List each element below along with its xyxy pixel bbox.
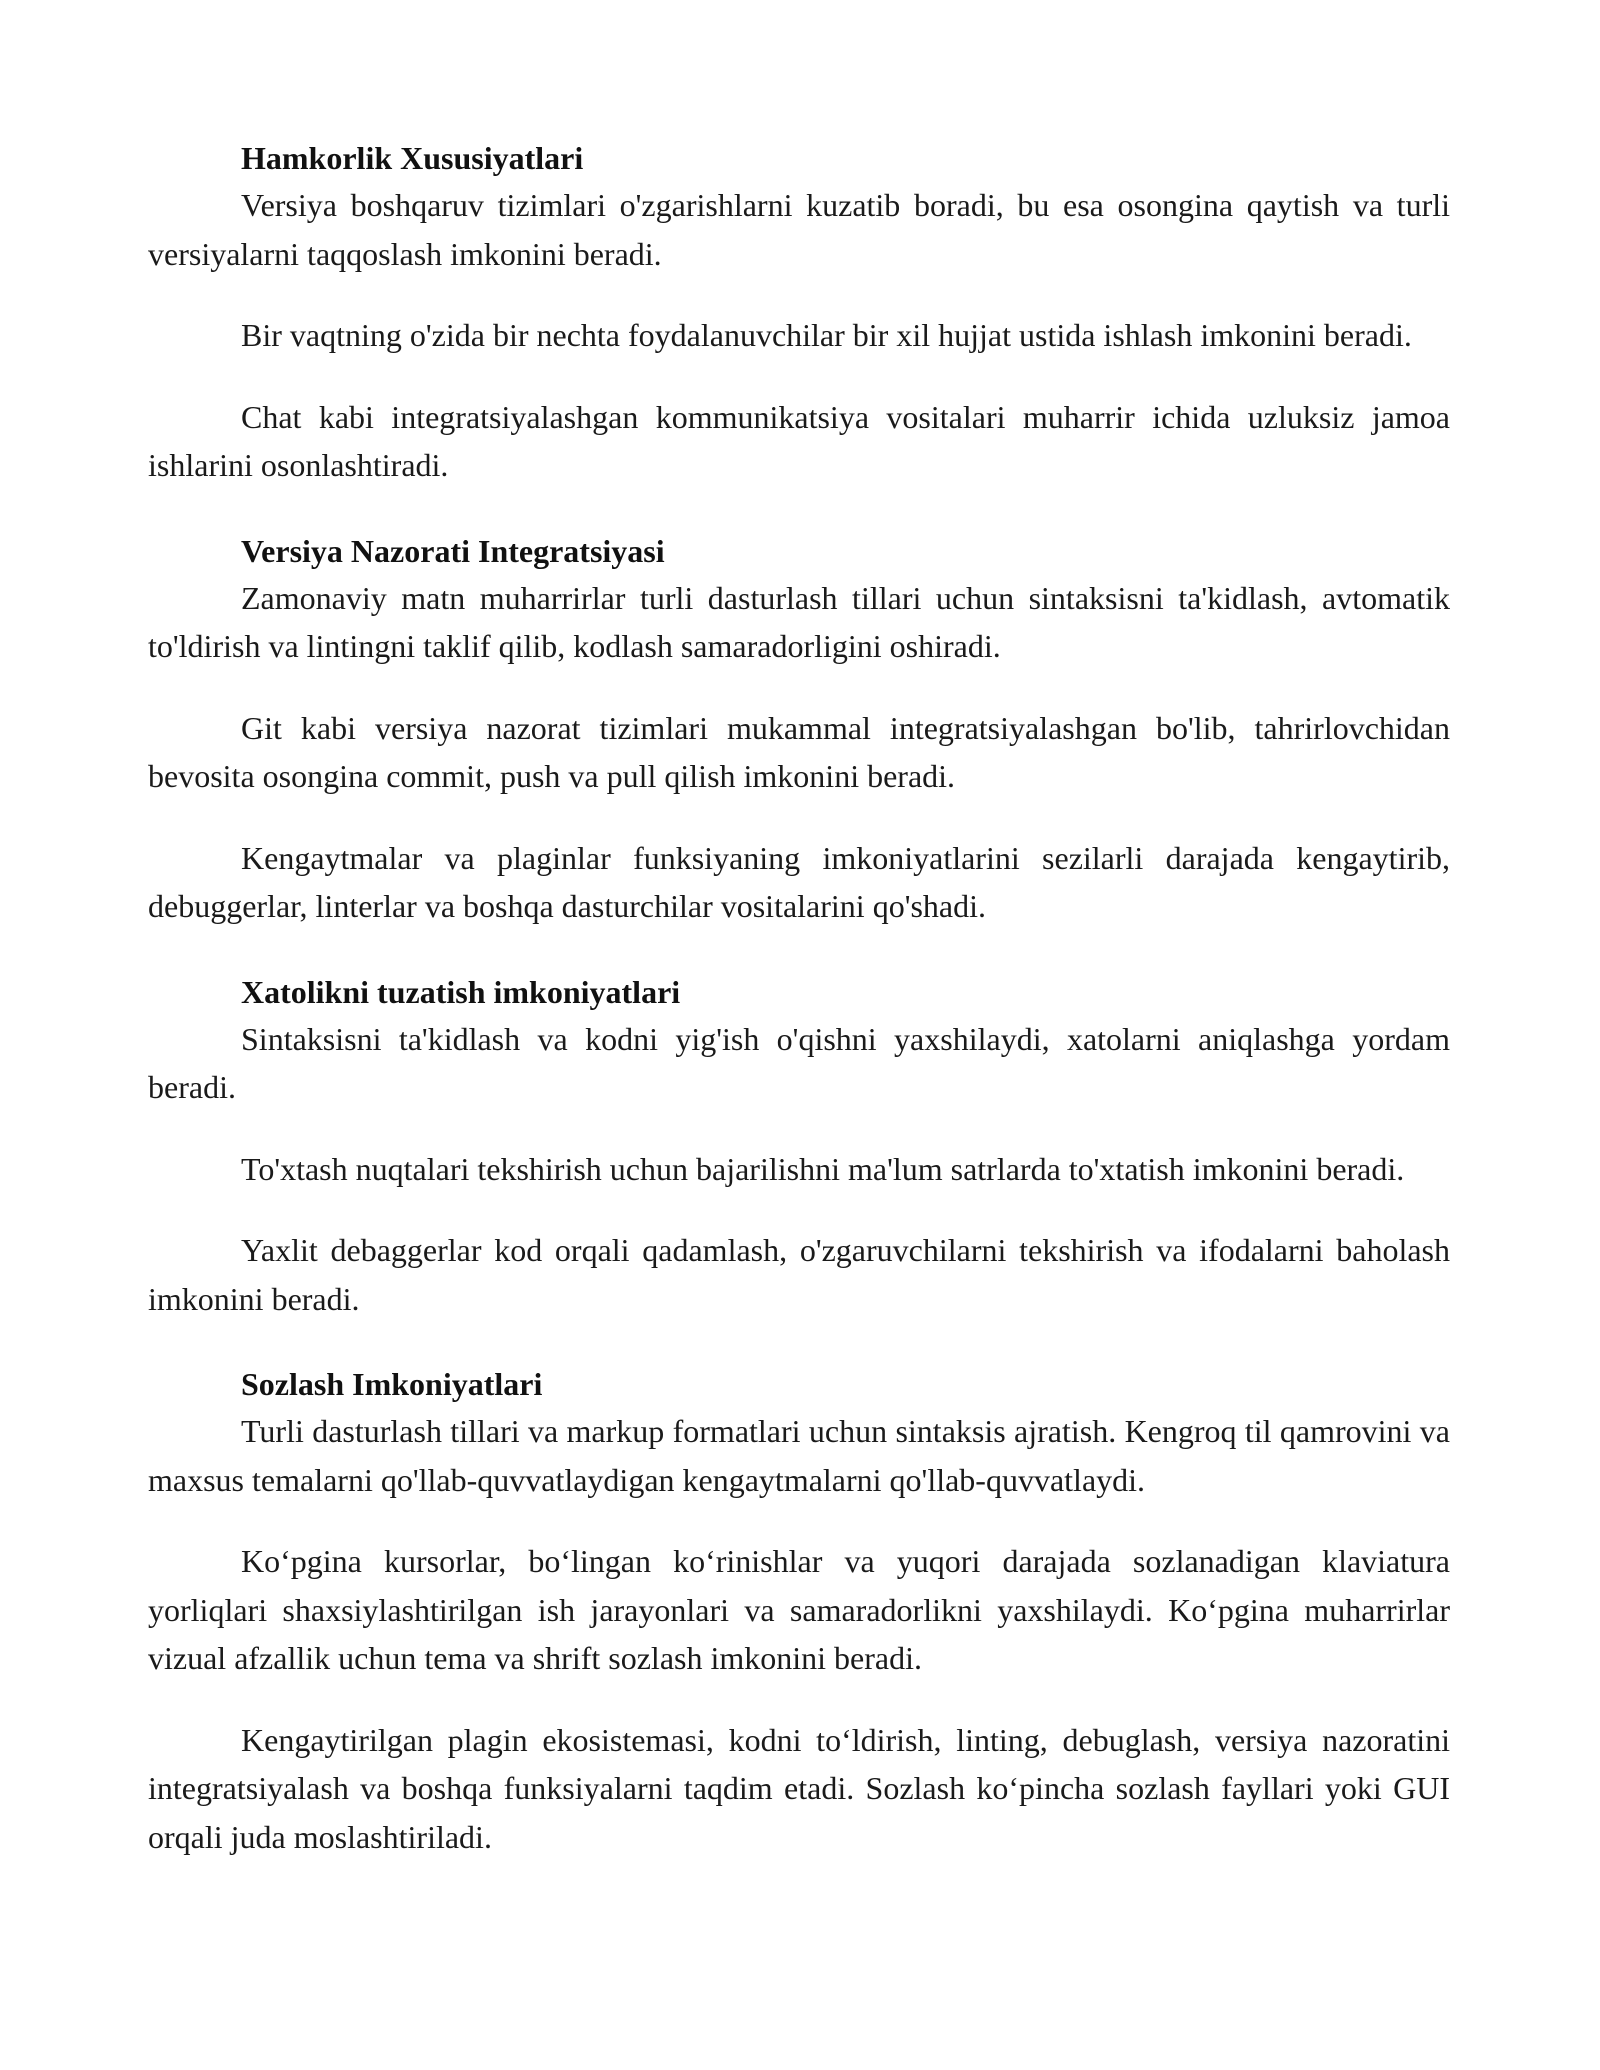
section-debugging bbox=[148, 970, 1450, 1324]
paragraph: Kengaytmalar va plaginlar funksiyaning imkoniyatlarini sezilarli darajada kengaytirib, debuggerlar, linterlar va boshqa dasturchilar vositalarini qo'shadi. bbox=[148, 839, 1450, 924]
paragraph: Turli dasturlash tillari va markup formatlari uchun sintaksis ajratish. Kengroq til qamrovini va maxsus temalarni qo'llab-quvvatlaydigan kengaytmalarni qo'llab-quvvatlaydi. bbox=[148, 1413, 1450, 1498]
paragraph: Versiya boshqaruv tizimlari o'zgarishlarni kuzatib boradi, bu esa osongina qaytish va turli versiyalarni taqqoslash imkonini beradi. bbox=[148, 187, 1450, 272]
section-heading: Hamkorlik Xususiyatlari bbox=[241, 140, 584, 176]
paragraph: Chat kabi integratsiyalashgan kommunikatsiya vositalari muharrir ichida uzluksiz jamoa ishlarini osonlashtiradi. bbox=[148, 398, 1450, 483]
paragraph: Kengaytirilgan plagin ekosistemasi, kodni to‘ldirish, linting, debuglash, versiya nazoratini integratsiyalash va boshqa funksiyalarni taqdim etadi. Sozlash ko‘pincha sozlash fayllari yoki GUI orqali juda moslashtiriladi. bbox=[148, 1721, 1450, 1855]
paragraph: Git kabi versiya nazorat tizimlari mukammal integratsiyalashgan bo'lib, tahrirlovchidan bevosita osongina commit, push va pull qilish imkonini beradi. bbox=[148, 709, 1450, 794]
section-heading: Xatolikni tuzatish imkoniyatlari bbox=[241, 973, 681, 1010]
section-heading: Sozlash Imkoniyatlari bbox=[241, 1366, 543, 1402]
section-version-control bbox=[148, 529, 1450, 931]
paragraph: Bir vaqtning o'zida bir nechta foydalanuvchilar bir xil hujjat ustida ishlash imkonini beradi. bbox=[241, 317, 1412, 353]
paragraph: Ko‘pgina kursorlar, bo‘lingan ko‘rinishlar va yuqori darajada sozlanadigan klaviatura yorliqlari shaxsiylashtirilgan ish jarayonlari va samaradorlikni yaxshilaydi. Ko‘pgina muharrirlar vizual afzallik uchun tema va shrift sozlash imkonini beradi. bbox=[148, 1543, 1450, 1676]
section-customization bbox=[148, 1362, 1450, 1861]
section-heading: Versiya Nazorati Integratsiyasi bbox=[241, 532, 665, 569]
paragraph: Zamonaviy matn muharrirlar turli dasturlash tillari uchun sintaksisni ta'kidlash, avtomatik to'ldirish va lintingni taklif qilib, kodlash samaradorligini oshiradi. bbox=[148, 579, 1450, 664]
paragraph: Yaxlit debaggerlar kod orqali qadamlash, o'zgaruvchilarni tekshirish va ifodalarni baholash imkonini beradi. bbox=[148, 1232, 1450, 1317]
paragraph: To'xtash nuqtalari tekshirish uchun bajarilishni ma'lum satrlarda to'xtatish imkonini beradi. bbox=[241, 1150, 1405, 1187]
paragraph: Sintaksisni ta'kidlash va kodni yig'ish o'qishni yaxshilaydi, xatolarni aniqlashga yordam beradi. bbox=[148, 1020, 1450, 1105]
section-collaboration bbox=[148, 136, 1450, 490]
